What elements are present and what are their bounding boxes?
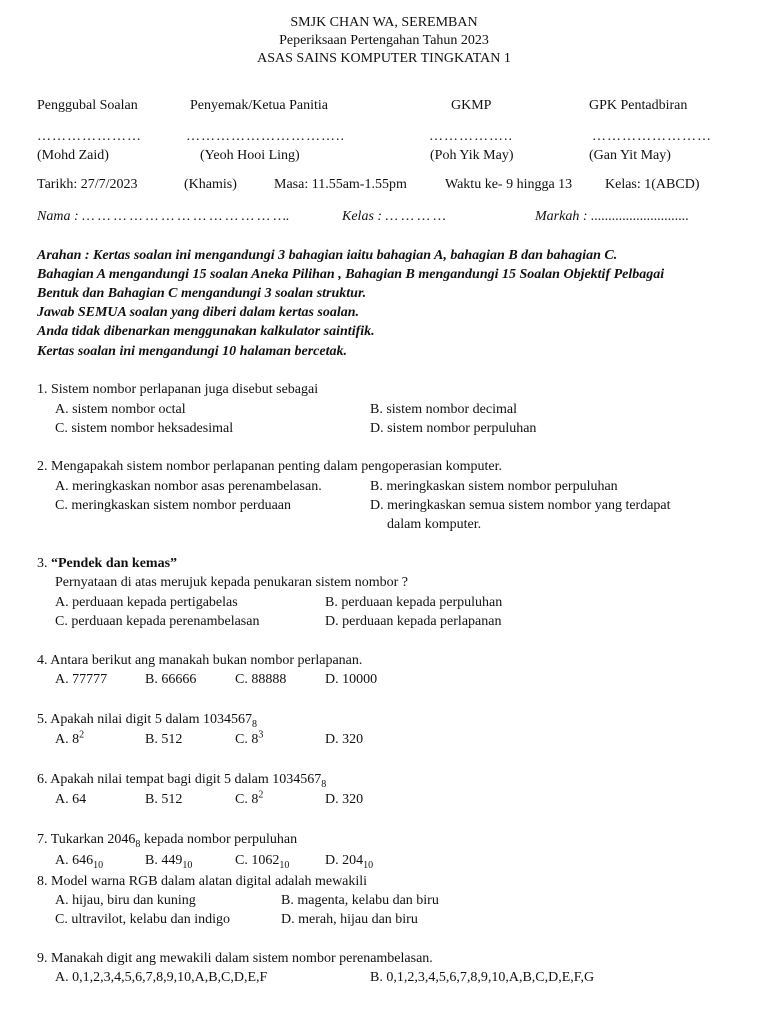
question-5-option-a	[55, 730, 84, 749]
question-4-option-c: C. 88888	[235, 672, 287, 687]
question-8-option-c: C. ultravilot, kelabu dan indigo	[55, 912, 230, 927]
exam-date: Tarikh: 27/7/2023	[37, 177, 138, 192]
question-2-text: 2. Mengapakah sistem nombor perlapanan penting dalam pengoperasian komputer.	[37, 459, 502, 474]
question-4-option-b: B. 66666	[145, 672, 197, 687]
exam-class: Kelas: 1(ABCD)	[605, 177, 700, 192]
question-6-text	[37, 770, 326, 789]
question-3-option-a: A. perduaan kepada pertigabelas	[55, 595, 238, 610]
instruction-line: Anda tidak dibenarkan menggunakan kalkulator saintifik.	[37, 324, 375, 339]
question-5-option-c	[235, 730, 263, 749]
question-6-option-a: A. 64	[55, 792, 87, 807]
question-3-option-d: D. perduaan kepada perlapanan	[325, 614, 502, 629]
exam-time: Masa: 11.55am-1.55pm	[274, 177, 407, 192]
question-7-option-c-base: 10	[279, 859, 290, 871]
role-name-penggubal: (Mohd Zaid)	[37, 148, 109, 163]
question-7-option-b-base: 10	[182, 859, 193, 871]
question-8-text: 8. Model warna RGB dalam alatan digital adalah mewakili	[37, 874, 368, 889]
question-5-text	[37, 710, 257, 729]
question-7-option-b	[145, 851, 192, 870]
question-1-option-b: B. sistem nombor decimal	[370, 402, 517, 417]
question-5-option-c-exponent: 3	[258, 729, 264, 741]
subject-title: ASAS SAINS KOMPUTER TINGKATAN 1	[257, 51, 511, 66]
question-4-option-d: D. 10000	[325, 672, 378, 687]
question-5-option-a-label: A. 8	[55, 732, 80, 747]
exam-day: (Khamis)	[184, 177, 237, 192]
role-title-gpk: GPK Pentadbiran	[589, 98, 688, 113]
student-mark-field: Markah : ............................	[535, 209, 689, 224]
question-7-option-d-label: D. 204	[325, 853, 364, 868]
question-7-text	[37, 830, 297, 849]
question-5-option-b: B. 512	[145, 732, 183, 747]
question-3-text: Pernyataan di atas merujuk kepada penukaran sistem nombor ?	[55, 575, 408, 590]
question-1-text: 1. Sistem nombor perlapanan juga disebut sebagai	[37, 382, 319, 397]
question-7-option-a	[55, 851, 103, 870]
question-3-header	[37, 554, 177, 573]
question-7-prompt-end: kepada nombor perpuluhan	[140, 832, 298, 847]
question-6-option-c	[235, 790, 263, 809]
signature-line-gkmp: ……………..	[429, 129, 513, 144]
instruction-line: Kertas soalan ini mengandungi 10 halaman bercetak.	[37, 344, 347, 359]
question-5-option-a-exponent: 2	[79, 729, 85, 741]
question-7-option-a-base: 10	[93, 859, 104, 871]
question-3-option-b: B. perduaan kepada perpuluhan	[325, 595, 503, 610]
signature-line-gpk: ……………………	[592, 129, 712, 144]
role-name-penyemak: (Yeoh Hooi Ling)	[200, 148, 300, 163]
question-6-base: 8	[321, 778, 327, 790]
question-4-text: 4. Antara berikut ang manakah bukan nombor perlapanan.	[37, 653, 363, 668]
question-3-number: 3.	[37, 556, 48, 571]
instruction-line: Arahan : Kertas soalan ini mengandungi 3 bahagian iaitu bahagian A, bahagian B dan bahagian C.	[37, 248, 618, 263]
question-6-option-d: D. 320	[325, 792, 364, 807]
exam-period: Waktu ke- 9 hingga 13	[445, 177, 573, 192]
role-title-gkmp: GKMP	[451, 98, 492, 113]
question-9-option-b: B. 0,1,2,3,4,5,6,7,8,9,10,A,B,C,D,E,F,G	[370, 970, 595, 985]
question-7-option-c-label: C. 1062	[235, 853, 280, 868]
question-6-option-c-exponent: 2	[258, 789, 264, 801]
role-title-penggubal: Penggubal Soalan	[37, 98, 138, 113]
instruction-line: Bahagian A mengandungi 15 soalan Aneka Pilihan , Bahagian B mengandungi 15 Soalan Objektif Pelbagai	[37, 267, 665, 282]
question-2-option-d: D. meringkaskan semua sistem nombor yang terdapat	[370, 498, 671, 513]
question-7-option-d	[325, 851, 373, 870]
student-class-field: Kelas : … … … …	[342, 209, 446, 224]
role-name-gpk: (Gan Yit May)	[589, 148, 671, 163]
question-2-option-d-continued: dalam komputer.	[387, 517, 482, 532]
question-2-option-c: C. meringkaskan sistem nombor perduaan	[55, 498, 292, 513]
question-8-option-b: B. magenta, kelabu dan biru	[281, 893, 439, 908]
exam-title: Peperiksaan Pertengahan Tahun 2023	[279, 33, 489, 48]
question-7-option-d-base: 10	[363, 859, 374, 871]
signature-line-penggubal: …………………	[37, 129, 142, 144]
question-7-prompt-start: 7. Tukarkan 2046	[37, 832, 136, 847]
question-2-option-a: A. meringkaskan nombor asas perenambelasan.	[55, 479, 322, 494]
role-title-penyemak: Penyemak/Ketua Panitia	[190, 98, 329, 113]
question-5-base: 8	[252, 718, 258, 730]
question-6-option-b: B. 512	[145, 792, 183, 807]
question-5-prompt: 5. Apakah nilai digit 5 dalam 1034567	[37, 712, 253, 727]
question-6-prompt: 6. Apakah nilai tempat bagi digit 5 dalam 1034567	[37, 772, 322, 787]
instruction-line: Jawab SEMUA soalan yang diberi dalam kertas soalan.	[37, 305, 360, 320]
question-4-option-a: A. 77777	[55, 672, 108, 687]
question-7-option-c	[235, 851, 289, 870]
role-name-gkmp: (Poh Yik May)	[430, 148, 514, 163]
question-3-quote: “Pendek dan kemas”	[51, 556, 178, 571]
question-7-option-b-label: B. 449	[145, 853, 183, 868]
question-9-text: 9. Manakah digit ang mewakili dalam sistem nombor perenambelasan.	[37, 951, 433, 966]
question-1-option-a: A. sistem nombor octal	[55, 402, 186, 417]
question-7-base: 8	[135, 838, 141, 850]
question-8-option-a: A. hijau, biru dan kuning	[55, 893, 196, 908]
question-5-option-d: D. 320	[325, 732, 364, 747]
question-7-option-a-label: A. 646	[55, 853, 94, 868]
school-name: SMJK CHAN WA, SEREMBAN	[290, 15, 478, 30]
question-1-option-d: D. sistem nombor perpuluhan	[370, 421, 537, 436]
question-1-option-c: C. sistem nombor heksadesimal	[55, 421, 234, 436]
question-9-option-a: A. 0,1,2,3,4,5,6,7,8,9,10,A,B,C,D,E,F	[55, 970, 268, 985]
question-3-option-c: C. perduaan kepada perenambelasan	[55, 614, 260, 629]
question-2-option-b: B. meringkaskan sistem nombor perpuluhan	[370, 479, 618, 494]
student-name-field: Nama : … … … … … … … … … … … … ….	[37, 209, 290, 224]
signature-line-penyemak: …………………………..	[186, 129, 345, 144]
question-5-option-c-label: C. 8	[235, 732, 259, 747]
instruction-line: Bentuk dan Bahagian C mengandungi 3 soalan struktur.	[37, 286, 367, 301]
question-8-option-d: D. merah, hijau dan biru	[281, 912, 418, 927]
question-6-option-c-label: C. 8	[235, 792, 259, 807]
